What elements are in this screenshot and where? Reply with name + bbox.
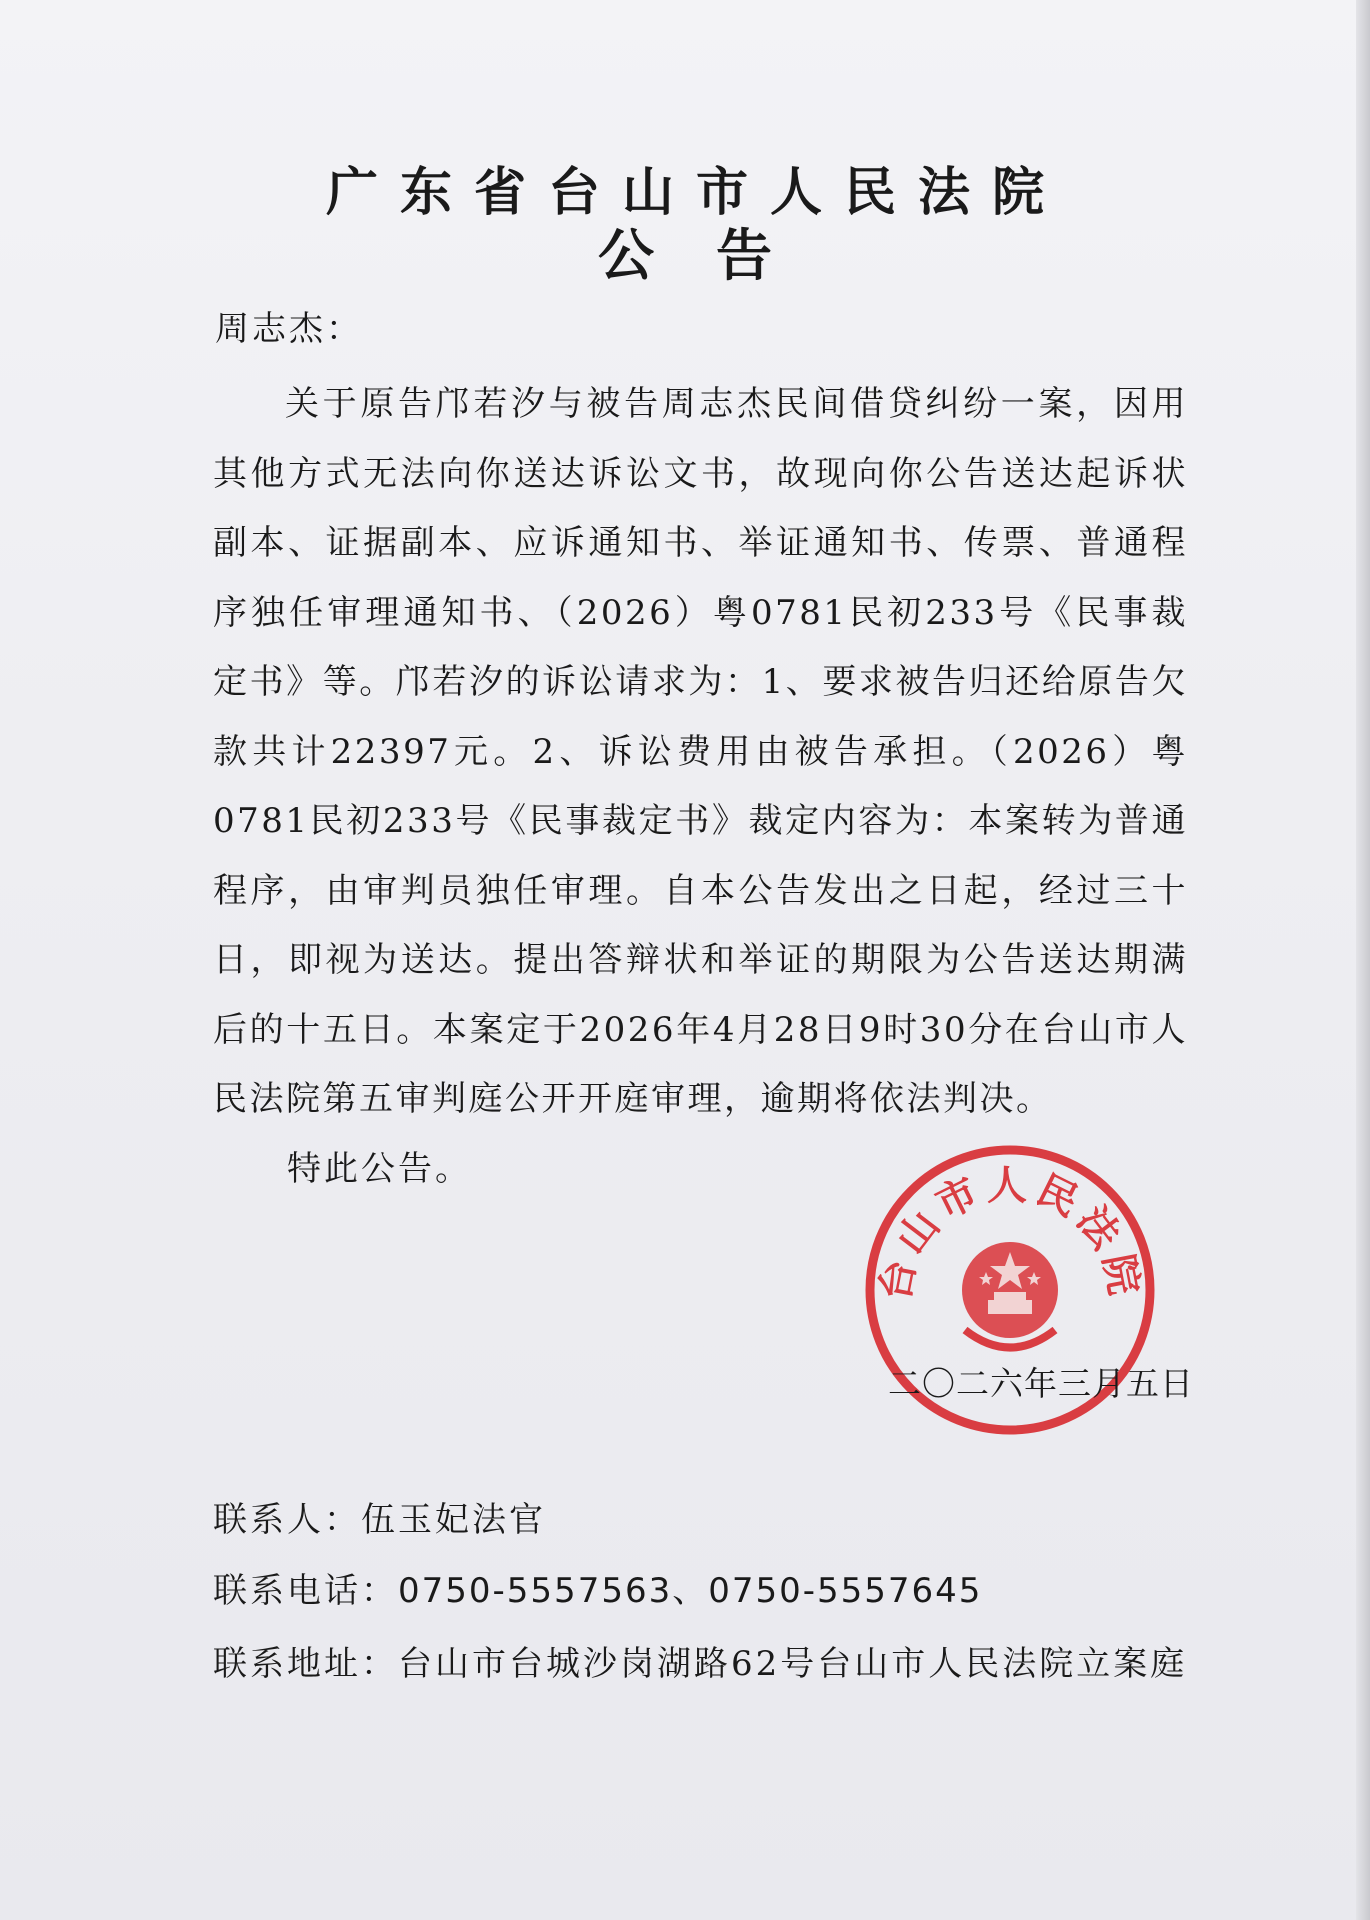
contact-person-value: 伍玉妃法官 xyxy=(361,1500,546,1540)
contact-phone-value: 0750-5557563、0750-5557645 xyxy=(398,1571,983,1611)
contact-address-value: 台山市台城沙岗湖路62号台山市人民法院立案庭 xyxy=(398,1644,1188,1684)
addressee: 周志杰： xyxy=(215,309,363,349)
national-emblem-icon xyxy=(962,1242,1058,1348)
issue-date: 二〇二六年三月五日 xyxy=(888,1364,1194,1403)
contact-address-label: 联系地址： xyxy=(213,1644,398,1684)
contact-phone-label: 联系电话： xyxy=(213,1571,398,1611)
court-name-heading: 广东省台山市人民法院 xyxy=(325,163,1066,223)
contact-person-label: 联系人： xyxy=(213,1500,361,1540)
contact-person-row xyxy=(213,1496,546,1544)
seal-text-path: 台山市人民法院 xyxy=(871,1161,1149,1305)
notice-title: 公告 xyxy=(598,224,834,289)
contact-address-row xyxy=(213,1640,1187,1688)
closing-phrase: 特此公告。 xyxy=(287,1149,472,1189)
notice-body: 关于原告邝若汐与被告周志杰民间借贷纠纷一案，因用其他方式无法向你送达诉讼文书，故现向你公告送达起诉状副本、证据副本、应诉通知书、举证通知书、传票、普通程序独任审理通知书、（2026）粤0781民初233号《民事裁定书》等。邝若汐的诉讼请求为：1、要求被告归还给原告欠款共计22397元。2、诉讼费用由被告承担。（2026）粤0781民初233号《民事裁定书》裁定内容为：本案转为普通程序，由审判员独任审理。自本公告发出之日起，经过三十日，即视为送达。提出答辩状和举证的期限为公告送达期满后的十五日。本案定于2026年4月28日9时30分在台山市人民法院第五审判庭公开开庭审理，逾期将依法判决。 xyxy=(213,384,1188,1119)
contact-phone-row xyxy=(213,1567,982,1615)
